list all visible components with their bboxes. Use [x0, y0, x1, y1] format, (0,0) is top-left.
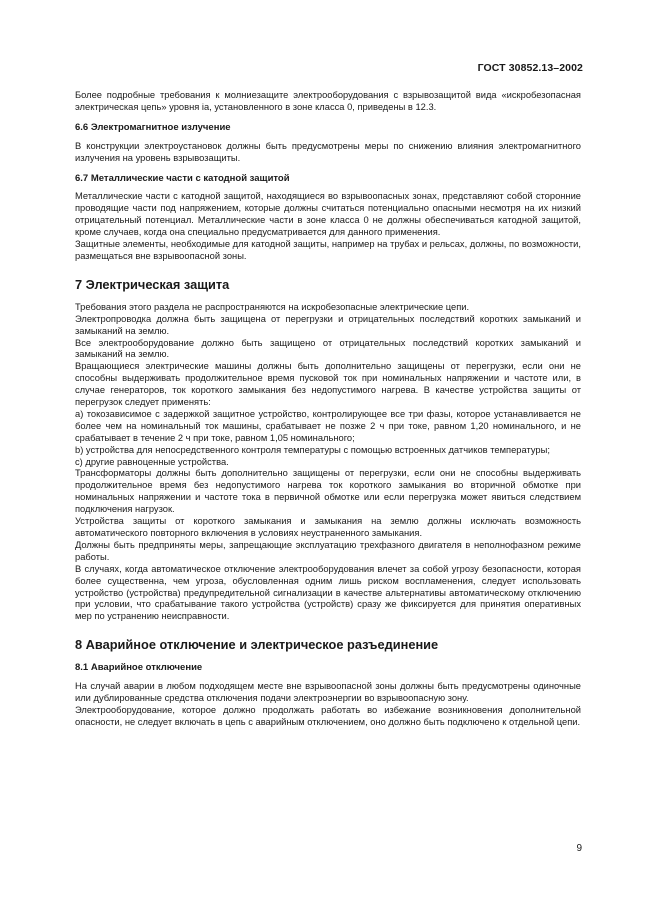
paragraph: В случаях, когда автоматическое отключение электрооборудования влечет за собой угрозу безопасности, которая более существенна, чем угроза, обусловленная одним лишь риском воспламенения, следует использовать устройство (устройства) предупредительной сигнализации в качестве альтернативы автоматическому отключению при условии, что срабатывание такого устройства (устройств) сразу же фиксируется для принятия оперативных мер по устранению неисправности. — [75, 563, 581, 622]
standard-header: ГОСТ 30852.13–2002 — [477, 62, 583, 74]
heading-6-7: 6.7 Металлические части с катодной защитой — [75, 172, 290, 184]
list-item: a) токозависимое с задержкой защитное устройство, контролирующее все три фазы, которое устанавливается не более чем на номинальный ток машины, срабатывает не позже 2 ч при токе, равном 1,20 номинального, и не срабатывает в течение 2 ч при токе, равном 1,05 номинального; — [75, 408, 581, 443]
paragraph: Трансформаторы должны быть дополнительно защищены от перегрузки, если они не способны выдерживать продолжительное время без недопустимого нагрева ток короткого замыкания во вторичной обмотке при номинальных напряжении и частоте тока в первичной обмотке или если перегрузка может явиться следствием подключения нагрузок. — [75, 468, 581, 515]
heading-8-1: 8.1 Аварийное отключение — [75, 662, 203, 674]
list-item: c) другие равноценные устройства. — [75, 456, 229, 467]
paragraph: Вращающиеся электрические машины должны быть дополнительно защищены от перегрузки, если они не способны выдерживать продолжительное время пусковой ток при номинальных напряжении и частоте или, в случае генераторов, ток короткого замыкания без недопустимого нагрева. В качестве устройства защиты от перегрузок следует применять: — [75, 361, 581, 408]
paragraph: Электрооборудование, которое должно продолжать работать во избежание возникновения дополнительной опасности, не следует включать в цепь с аварийным отключением, оно должно быть подключено к отдельной цепи. — [75, 704, 581, 727]
paragraph: Должны быть предприняты меры, запрещающие эксплуатацию трехфазного двигателя в неполнофазном режиме работы. — [75, 539, 581, 562]
paragraph: Требования этого раздела не распространяются на искробезопасные электрические цепи. — [75, 301, 470, 312]
paragraph: На случай аварии в любом подходящем месте вне взрывоопасной зоны должны быть предусмотрены одиночные или дублированные средства отключения подачи электроэнергии во взрывоопасную зону. — [75, 681, 581, 703]
paragraph: Устройства защиты от короткого замыкания и замыкания на землю должны исключать возможность автоматического повторного включения в условиях неустраненного замыкания. — [75, 516, 581, 538]
intro-paragraph: Более подробные требования к молниезащите электрооборудования с взрывозащитой вида «искробезопасная электрическая цепь» уровня ia, установленного в зоне класса 0, приведены в 12.3. — [75, 90, 581, 112]
section-7-title: 7 Электрическая защита — [75, 276, 230, 292]
list-item: b) устройства для непосредственного контроля температуры с помощью встроенных датчиков температуры; — [75, 444, 550, 455]
paragraph: В конструкции электроустановок должны быть предусмотрены меры по снижению влияния электромагнитного излучения на уровень взрывозащиты. — [75, 140, 581, 163]
paragraph: Все электрооборудование должно быть защищено от отрицательных последствий коротких замыканий и замыканий на землю. — [75, 337, 581, 360]
heading-6-6: 6.6 Электромагнитное излучение — [75, 121, 231, 133]
section-8-title: 8 Аварийное отключение и электрическое разъединение — [75, 637, 439, 653]
paragraph: Электропроводка должна быть защищена от перегрузки и отрицательных последствий коротких замыканий и замыканий на землю. — [75, 313, 581, 336]
document-body — [75, 90, 581, 729]
page-number: 9 — [576, 843, 582, 854]
paragraph: Металлические части с катодной защитой, находящиеся во взрывоопасных зонах, представляют собой сторонние проводящие части под напряжением, которые должны считаться потенциально опасными несмотря на их низкий отрицательный потенциал. Металлические части в зоне класса 0 не должны обеспечиваться катодной защитой, кроме случаев, когда она специально предусматривается для данного применения. — [75, 191, 581, 238]
paragraph: Защитные элементы, необходимые для катодной защиты, например на трубах и рельсах, должны, по возможности, размещаться вне взрывоопасной зоны. — [75, 239, 581, 261]
